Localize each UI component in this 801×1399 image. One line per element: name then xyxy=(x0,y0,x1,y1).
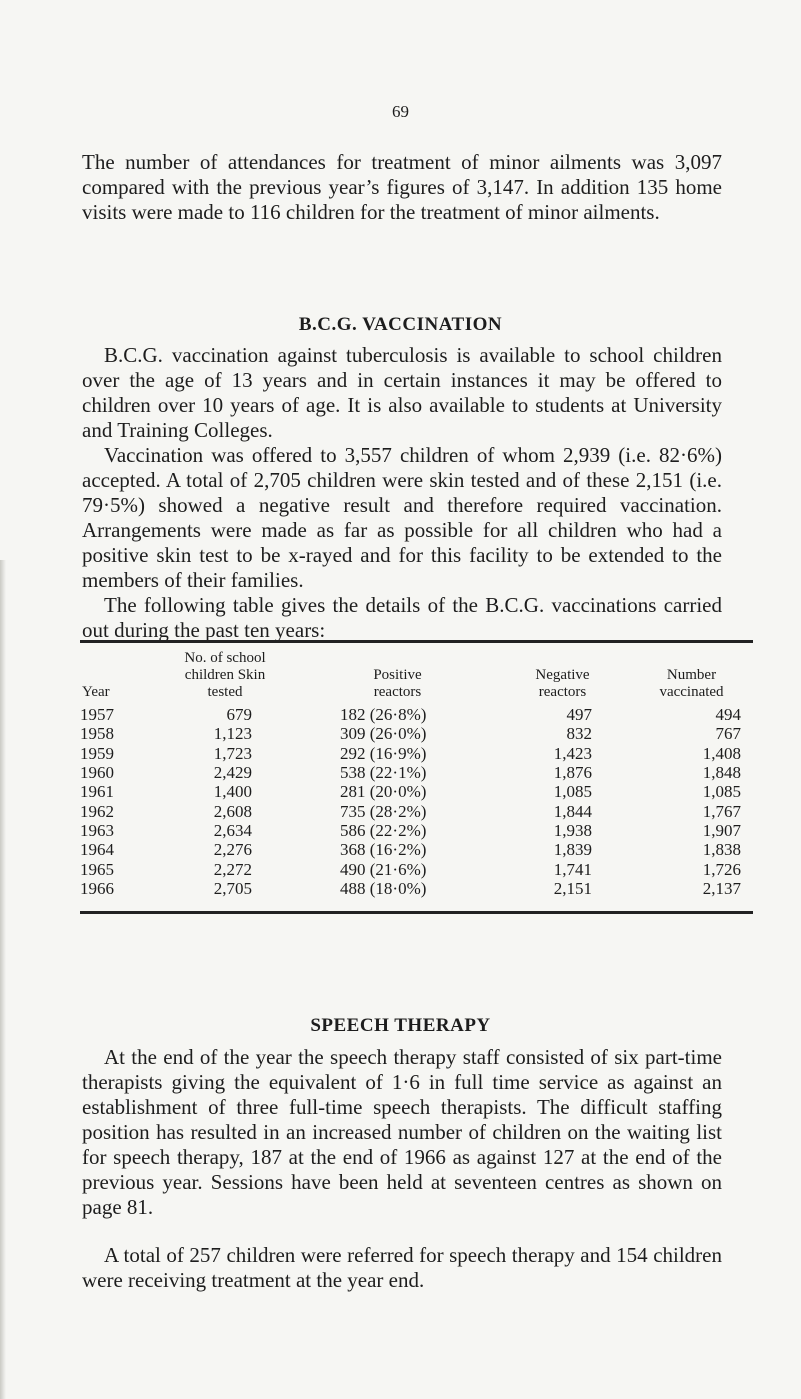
cell-negative: 1,938 xyxy=(553,820,592,840)
cell-tested: 2,705 xyxy=(213,878,252,898)
table-header-row xyxy=(80,642,753,705)
cell-positive: 490 (21·6%) xyxy=(340,859,427,879)
cell-positive: 309 (26·0%) xyxy=(340,724,427,744)
bcg-intro-paragraph: B.C.G. vaccination against tuberculosis is available to school children over the age of 13 years and in certain instances it may be offered to children over 10 years of age. It is also available to students at University and Training Colleges. xyxy=(82,343,722,442)
cell-year: 1958 xyxy=(80,724,114,744)
cell-positive: 368 (16·2%) xyxy=(340,840,427,860)
header-negative xyxy=(495,642,630,705)
header-positive xyxy=(300,642,495,705)
speech-therapy-staff-paragraph: At the end of the year the speech therapy staff consisted of six part-time therapists giving the equivalent of 1·6 in full time service as against an establishment of three full-time speech therapists. The difficult staffing position has resulted in an increased number of children on the waiting list for speech therapy, 187 at the end of 1966 as against 127 at the end of the previous year. Sessions have been held at seventeen centres as shown on page 81. xyxy=(82,1045,722,1219)
cell-vaccinated: 1,838 xyxy=(702,840,741,860)
bcg-table-intro-paragraph: The following table gives the details of the B.C.G. vaccinations carried out during the past ten years: xyxy=(82,593,722,642)
cell-negative: 1,741 xyxy=(553,859,592,879)
speech-therapy-referrals-paragraph: A total of 257 children were referred for speech therapy and 154 children were receiving treatment at the year end. xyxy=(82,1243,722,1292)
cell-negative: 832 xyxy=(566,724,592,744)
cell-tested: 1,400 xyxy=(213,782,252,802)
cell-negative: 497 xyxy=(566,705,592,725)
cell-positive: 182 (26·8%) xyxy=(340,705,427,725)
header-negative-line1: Negative xyxy=(535,667,590,683)
table-row xyxy=(80,744,753,763)
cell-positive: 281 (20·0%) xyxy=(340,782,427,802)
cell-year: 1961 xyxy=(80,782,114,802)
table-row xyxy=(80,705,753,724)
cell-negative: 1,423 xyxy=(553,743,592,763)
cell-positive: 735 (28·2%) xyxy=(340,801,427,821)
cell-negative: 2,151 xyxy=(553,878,592,898)
cell-positive: 292 (16·9%) xyxy=(340,743,427,763)
cell-year: 1957 xyxy=(80,705,114,725)
speech-therapy-heading: SPEECH THERAPY xyxy=(310,1015,491,1036)
cell-tested: 2,272 xyxy=(213,859,252,879)
header-year xyxy=(80,642,150,705)
table-row xyxy=(80,859,753,878)
header-tested xyxy=(150,642,300,705)
table-row xyxy=(80,840,753,859)
header-year-label: Year xyxy=(82,684,110,700)
cell-year: 1959 xyxy=(80,743,114,763)
cell-positive: 538 (22·1%) xyxy=(340,763,427,783)
table-row xyxy=(80,763,753,782)
header-negative-line2: reactors xyxy=(538,684,587,700)
header-positive-line1: Positive xyxy=(373,667,422,683)
cell-vaccinated: 1,848 xyxy=(702,763,741,783)
cell-year: 1962 xyxy=(80,801,114,821)
table-row xyxy=(80,724,753,743)
cell-tested: 679 xyxy=(226,705,252,725)
cell-tested: 2,429 xyxy=(213,763,252,783)
table-row xyxy=(80,801,753,820)
cell-year: 1965 xyxy=(80,859,114,879)
table-row xyxy=(80,879,753,898)
page-edge-shadow xyxy=(0,560,6,1399)
cell-positive: 586 (22·2%) xyxy=(340,820,427,840)
cell-tested: 2,276 xyxy=(213,840,252,860)
cell-vaccinated: 767 xyxy=(715,724,741,744)
table-bottom-rule xyxy=(80,911,753,914)
cell-vaccinated: 2,137 xyxy=(702,878,741,898)
cell-year: 1964 xyxy=(80,840,114,860)
header-vaccinated-line1: Number xyxy=(666,667,717,683)
cell-vaccinated: 1,085 xyxy=(702,782,741,802)
page-number: 69 xyxy=(392,102,409,121)
header-vaccinated xyxy=(630,642,753,705)
cell-tested: 2,608 xyxy=(213,801,252,821)
cell-negative: 1,876 xyxy=(553,763,592,783)
cell-year: 1963 xyxy=(80,820,114,840)
cell-year: 1966 xyxy=(80,878,114,898)
header-positive-line2: reactors xyxy=(373,684,422,700)
cell-tested: 1,723 xyxy=(213,743,252,763)
header-tested-line3: tested xyxy=(207,684,243,700)
cell-vaccinated: 1,907 xyxy=(702,820,741,840)
header-vaccinated-line2: vaccinated xyxy=(659,684,724,700)
table-row xyxy=(80,821,753,840)
cell-tested: 1,123 xyxy=(213,724,252,744)
cell-negative: 1,085 xyxy=(553,782,592,802)
cell-tested: 2,634 xyxy=(213,820,252,840)
bcg-offered-paragraph: Vaccination was offered to 3,557 children of whom 2,939 (i.e. 82·6%) accepted. A total of 2,705 children were skin tested and of these 2,151 (i.e. 79·5%) showed a negative result and therefore required vaccination. Arrangements were made as far as possible for all children who had a positive skin test to be x-rayed and for this facility to be extended to the members of their families. xyxy=(82,443,722,592)
cell-vaccinated: 1,767 xyxy=(702,801,741,821)
cell-vaccinated: 494 xyxy=(715,705,741,725)
header-tested-line1: No. of school xyxy=(184,650,266,666)
cell-year: 1960 xyxy=(80,763,114,783)
header-tested-line2: children Skin xyxy=(184,667,266,683)
cell-negative: 1,839 xyxy=(553,840,592,860)
bcg-heading: B.C.G. VACCINATION xyxy=(298,314,503,335)
table-row xyxy=(80,782,753,801)
minor-ailments-paragraph: The number of attendances for treatment of minor ailments was 3,097 compared with the previous year’s figures of 3,147. In addition 135 home visits were made to 116 children for the treatment of minor ailments. xyxy=(82,150,722,224)
cell-positive: 488 (18·0%) xyxy=(340,878,427,898)
bcg-vaccination-table xyxy=(80,642,753,898)
cell-vaccinated: 1,726 xyxy=(702,859,741,879)
cell-negative: 1,844 xyxy=(553,801,592,821)
cell-vaccinated: 1,408 xyxy=(702,743,741,763)
